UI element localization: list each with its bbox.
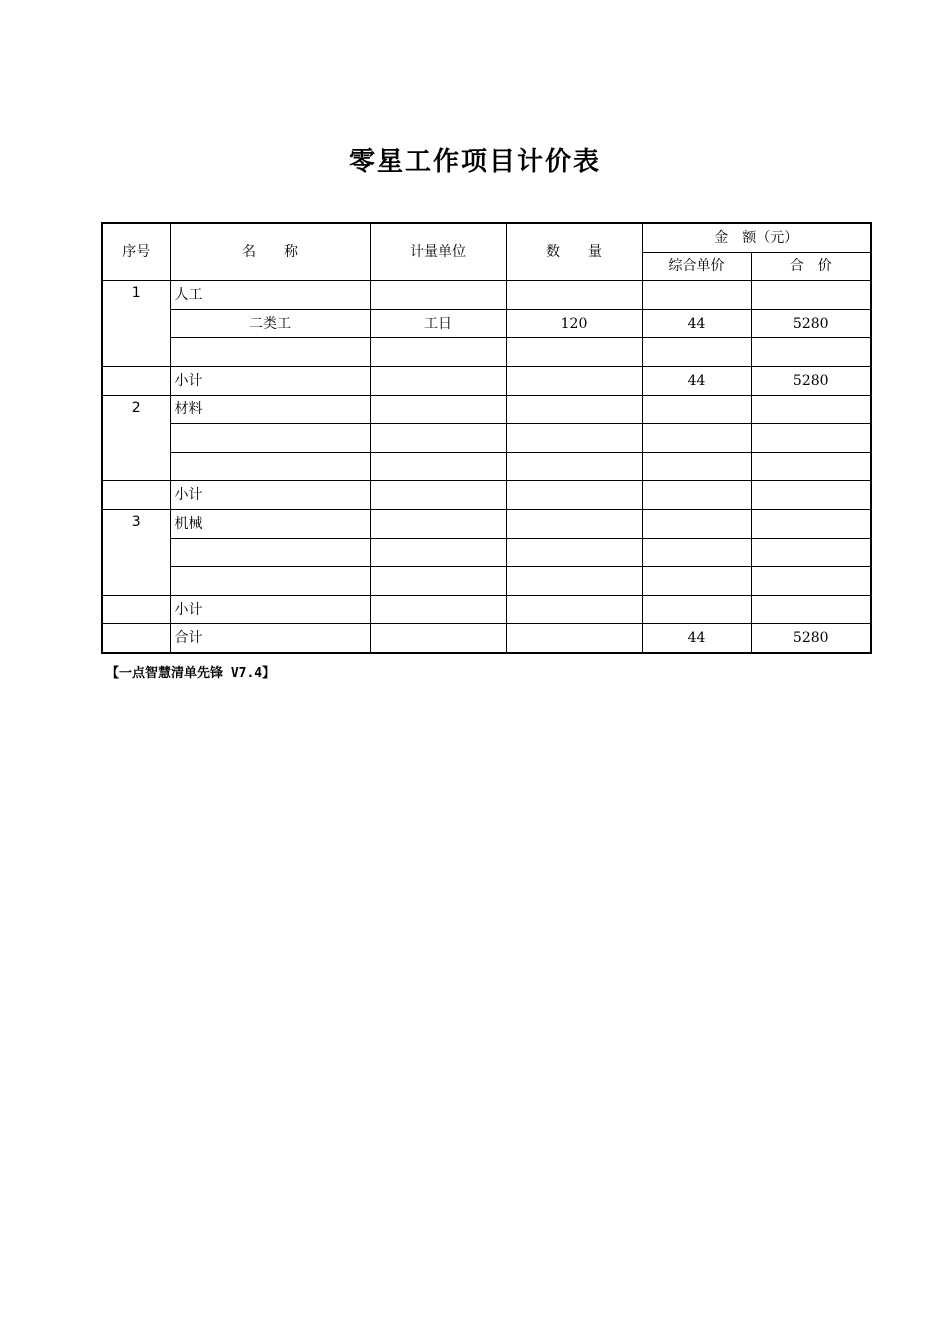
cell-total-price (751, 452, 871, 481)
subtotal-total-price: 5280 (751, 366, 871, 395)
subtotal-row (102, 366, 871, 395)
cell-unit (370, 538, 506, 567)
cell-seq (102, 366, 170, 395)
grand-total-row (102, 624, 871, 653)
cell-unit (370, 481, 506, 510)
header-seq: 序号 (102, 223, 170, 281)
cell-name (170, 338, 370, 367)
item-row (102, 309, 871, 338)
cell-total-price (751, 395, 871, 424)
item-row (102, 338, 871, 367)
cell-unit (370, 595, 506, 624)
section-name: 机械 (170, 509, 370, 538)
cell-total-price (751, 538, 871, 567)
cell-unit (370, 624, 506, 653)
cell-unit (370, 338, 506, 367)
cell-quantity (506, 281, 642, 310)
header-name: 名 称 (170, 223, 370, 281)
cell-seq (102, 595, 170, 624)
subtotal-unit-price (642, 595, 751, 624)
item-row (102, 567, 871, 596)
cell-unit-price (642, 338, 751, 367)
cell-unit (370, 395, 506, 424)
cell-seq (102, 624, 170, 653)
header-unit-price: 综合单价 (642, 252, 751, 281)
cell-unit-price (642, 281, 751, 310)
cell-quantity (506, 624, 642, 653)
footer-note: 【一点智慧清单先锋 V7.4】 (106, 666, 276, 681)
cell-quantity (506, 452, 642, 481)
cell-unit (370, 567, 506, 596)
section-seq: 1 (102, 281, 170, 367)
cell-unit-price (642, 424, 751, 453)
cell-unit-price (642, 538, 751, 567)
section-row (102, 281, 871, 310)
cell-quantity (506, 538, 642, 567)
header-row (102, 223, 871, 252)
item-row (102, 424, 871, 453)
subtotal-unit-price: 44 (642, 366, 751, 395)
subtotal-label: 小计 (170, 366, 370, 395)
cell-name (170, 567, 370, 596)
cell-unit (370, 509, 506, 538)
header-unit: 计量单位 (370, 223, 506, 281)
section-row (102, 509, 871, 538)
cell-quantity (506, 595, 642, 624)
cell-unit (370, 281, 506, 310)
cell-total-price: 5280 (751, 309, 871, 338)
cell-unit-price (642, 452, 751, 481)
subtotal-row (102, 595, 871, 624)
item-row (102, 452, 871, 481)
cell-total-price (751, 567, 871, 596)
subtotal-total-price (751, 481, 871, 510)
cell-unit-price: 44 (642, 309, 751, 338)
subtotal-label: 小计 (170, 595, 370, 624)
cell-total-price (751, 338, 871, 367)
pricing-table (101, 222, 872, 654)
cell-name (170, 538, 370, 567)
header-amount-group: 金 额（元） (642, 223, 871, 252)
section-seq: 3 (102, 509, 170, 595)
subtotal-unit-price (642, 481, 751, 510)
header-total-price: 合 价 (751, 252, 871, 281)
cell-name (170, 452, 370, 481)
cell-unit (370, 366, 506, 395)
cell-unit (370, 452, 506, 481)
grand-total-label: 合计 (170, 624, 370, 653)
cell-quantity (506, 366, 642, 395)
cell-unit-price (642, 567, 751, 596)
section-row (102, 395, 871, 424)
cell-seq (102, 481, 170, 510)
cell-name (170, 424, 370, 453)
cell-unit: 工日 (370, 309, 506, 338)
item-row (102, 538, 871, 567)
cell-quantity (506, 567, 642, 596)
header-quantity: 数 量 (506, 223, 642, 281)
grand-total-unit-price: 44 (642, 624, 751, 653)
cell-quantity (506, 509, 642, 538)
cell-quantity (506, 424, 642, 453)
cell-quantity (506, 395, 642, 424)
subtotal-total-price (751, 595, 871, 624)
cell-total-price (751, 509, 871, 538)
cell-unit-price (642, 395, 751, 424)
grand-total-total-price: 5280 (751, 624, 871, 653)
cell-unit (370, 424, 506, 453)
cell-quantity: 120 (506, 309, 642, 338)
section-name: 人工 (170, 281, 370, 310)
page-title: 零星工作项目计价表 (348, 147, 601, 177)
section-name: 材料 (170, 395, 370, 424)
subtotal-label: 小计 (170, 481, 370, 510)
subtotal-row (102, 481, 871, 510)
cell-total-price (751, 424, 871, 453)
cell-unit-price (642, 509, 751, 538)
section-seq: 2 (102, 395, 170, 481)
cell-quantity (506, 338, 642, 367)
cell-name: 二类工 (170, 309, 370, 338)
cell-total-price (751, 281, 871, 310)
cell-quantity (506, 481, 642, 510)
